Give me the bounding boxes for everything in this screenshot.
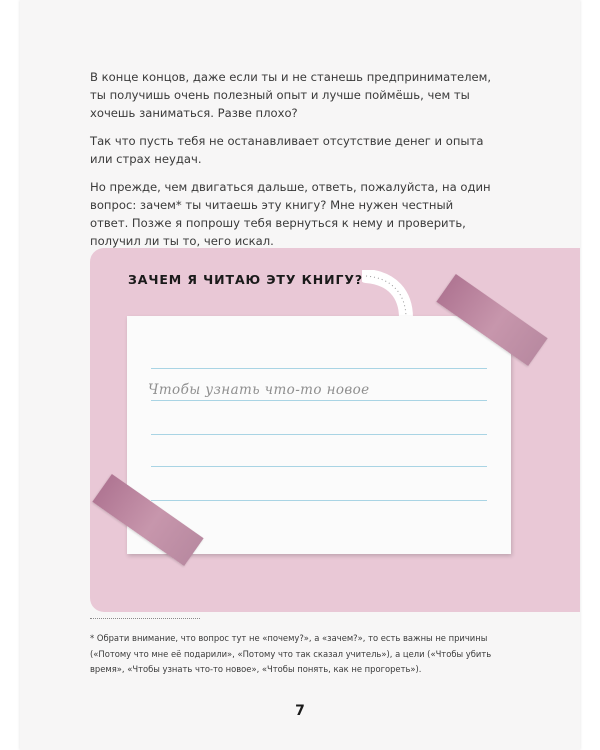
ruled-line bbox=[151, 466, 487, 467]
footnote: * Обрати внимание, что вопрос тут не «почему?», а «зачем?», то есть важны не причины («Потому что мне её подарили», «Потому что так сказал учитель»), а цели («Чтобы убить время», «Чтобы узнать что-то новое», «Чтобы понять, как не прогореть»). bbox=[90, 633, 492, 674]
exercise-title: ЗАЧЕМ Я ЧИТАЮ ЭТУ КНИГУ? bbox=[128, 272, 364, 287]
ruled-line bbox=[151, 434, 487, 435]
footnote-divider bbox=[90, 618, 200, 619]
paragraph: В конце концов, даже если ты и не станешь предпринимателем, ты получишь очень полезный опыт и лучше поймёшь, чем ты хочешь заниматься. Разве плохо? bbox=[90, 70, 492, 120]
ruled-line bbox=[151, 368, 487, 369]
ruled-line bbox=[151, 500, 487, 501]
paragraph: Но прежде, чем двигаться дальше, ответь, пожалуйста, на один вопрос: зачем* ты читаешь эту книгу? Мне нужен честный ответ. Позже я попрошу тебя вернуться к нему и проверить, получил ли ты то, чего искал. bbox=[90, 180, 491, 248]
ruled-line bbox=[151, 400, 487, 401]
paragraph: Так что пусть тебя не останавливает отсутствие денег и опыта или страх неудач. bbox=[90, 134, 484, 166]
page-number: 7 bbox=[295, 703, 305, 719]
answer-card bbox=[127, 316, 511, 554]
handwritten-answer: Чтобы узнать что-то новое bbox=[148, 382, 370, 398]
body-text bbox=[90, 68, 494, 260]
